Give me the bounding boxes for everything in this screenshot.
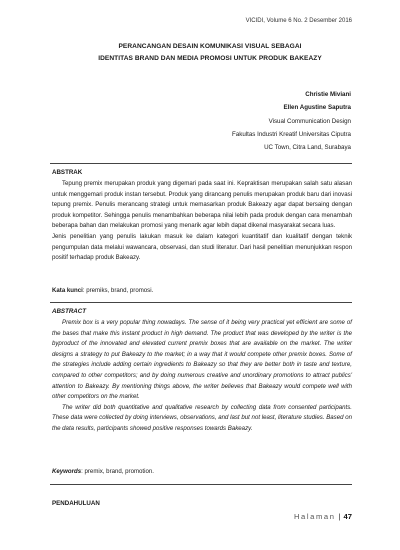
abstract-keywords <box>52 468 154 475</box>
author-block <box>232 88 351 154</box>
title-line-2: IDENTITAS BRAND DAN MEDIA PROMOSI UNTUK PRODUK BAKEAZY <box>98 54 322 62</box>
abstract-heading: ABSTRACT <box>52 308 87 315</box>
running-head: VICIDI, Volume 6 No. 2 Desember 2016 <box>245 18 352 24</box>
abstract-paragraph-1: Premix box is a very popular thing nowadays. The sense of it being very practical yet efficient are some of the bases that make this instant product in high demand. The product that was developed by the writer is the byproduct of the innovated and elevated current premix boxes that are available on the market. The writer designs a strategy to put Bakeazy to the market; in a way that it would compete other premix boxes. Some of the strategies include adding certain ingredients to Bakeazy so that they are better both in taste and texture, compared to other competitors; and by doing numerous creative and unordinary promotions to attract publics' attention to Bakeazy. By mentioning things above, the writer believes that Bakeazy would compete well with other competitors on the market. <box>52 319 352 401</box>
divider-top <box>50 163 352 164</box>
abstract-keywords-label: Keywords <box>52 468 82 475</box>
author-name-2: Ellen Agustine Saputra <box>283 104 351 112</box>
abstrak-paragraph-1: Tepung premix merupakan produk yang digemari pada saat ini. Kepraktisan merupakan salah satu alasan untuk menggemari produk instan tersebut. Produk yang dirancang penulis merupakan produk baru dari inovasi tepung premix. Penulis merancang strategi untuk memasarkan produk Bakeazy agar dapat bersaing dengan produk kompetitor. Sehingga penulis menambahkan beberapa nilai lebih pada produk dengan cara menambah beberapa bahan dan melakukan promosi yang menarik agar lebih dapat dikenal masyarakat secara luas. <box>52 180 352 230</box>
abstrak-keywords-text: : premiks, brand, promosi. <box>82 287 154 294</box>
author-faculty: Fakultas Industri Kreatif Universitas Ciputra <box>232 130 351 138</box>
abstrak-keywords <box>52 287 153 294</box>
title-line-1: PERANCANGAN DESAIN KOMUNIKASI VISUAL SEBAGAI <box>118 43 302 50</box>
abstract-body <box>52 318 352 435</box>
page-footer <box>294 512 352 521</box>
author-address: UC Town, Citra Land, Surabaya <box>264 144 351 152</box>
divider-bottom <box>50 484 352 485</box>
page-number: 47 <box>343 512 352 521</box>
divider-middle <box>50 302 352 303</box>
abstract-paragraph-2: The writer did both quantitative and qualitative research by collecting data from consented participants. These data were collected by doing interviews, observations, and last but not least, literature studies. Based on the data results, participants showed positive responses towards Bakeazy. <box>52 403 352 432</box>
abstrak-heading: ABSTRAK <box>52 169 83 176</box>
section-heading: PENDAHULUAN <box>52 500 100 507</box>
abstrak-body <box>52 179 352 264</box>
paper-title <box>60 41 360 64</box>
footer-label: Halaman <box>293 512 336 521</box>
author-department: Visual Communication Design <box>268 117 351 125</box>
abstract-keywords-text: : premix, brand, promotion. <box>81 468 154 475</box>
footer-separator: | <box>338 512 341 521</box>
abstrak-keywords-label: Kata kunci <box>52 287 83 294</box>
author-name-1: Christie Miviani <box>305 91 351 98</box>
abstrak-paragraph-2: Jenis penelitian yang penulis lakukan masuk ke dalam kategori kuantitatif dan kualitatif dengan teknik pengumpulan data melalui wawancara, observasi, dan studi literatur. Dari hasil penelitian menunjukkan respon positif terhadap produk Bakeazy. <box>52 232 352 262</box>
